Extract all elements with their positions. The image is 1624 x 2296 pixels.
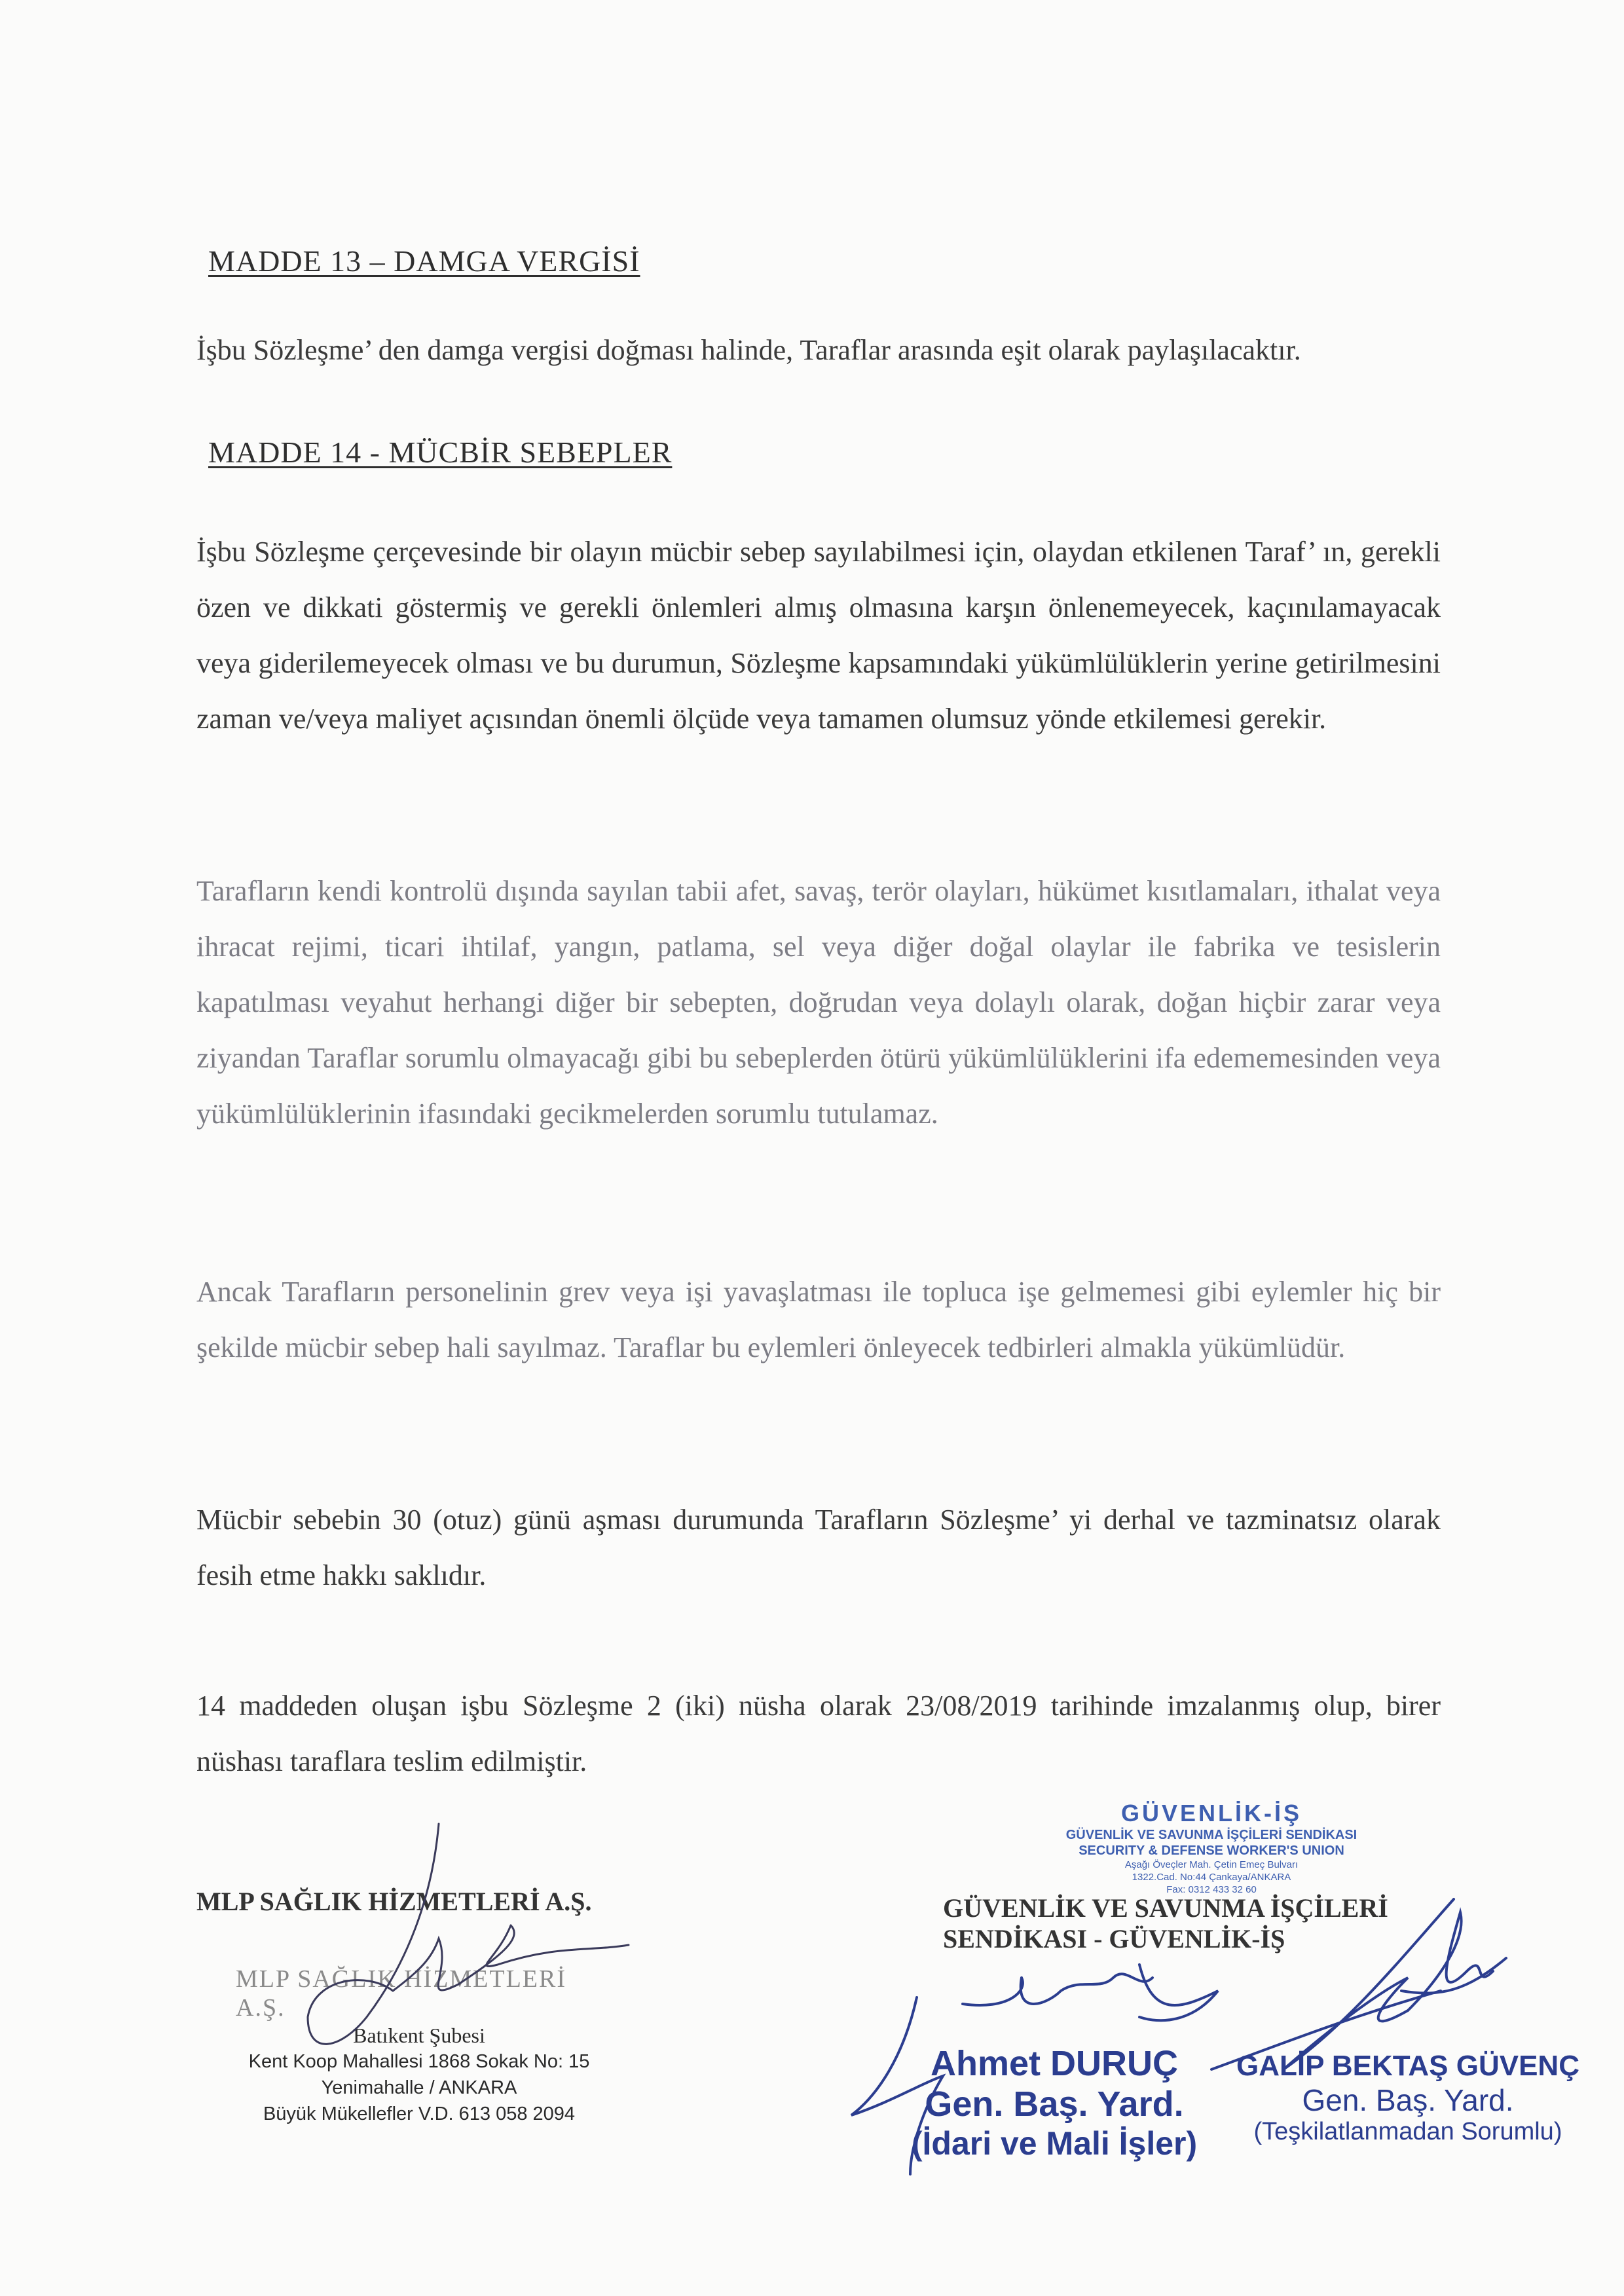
left-signer-name: Ahmet DURUÇ xyxy=(931,2044,1178,2083)
mlp-stamp-address1: Kent Koop Mahallesi 1868 Sokak No: 15 xyxy=(248,2051,590,2072)
mlp-stamp-tax: Büyük Mükellefler V.D. 613 058 2094 xyxy=(263,2103,576,2124)
mlp-stamp-branch: Batıkent Şubesi xyxy=(353,2024,485,2047)
termination-paragraph: Mücbir sebebin 30 (otuz) günü aşması durumunda Tarafların Sözleşme’ yi derhal ve tazminatsız olarak fesih etme hakkı saklıdır. xyxy=(196,1504,1441,1591)
union-stamp-line5: Fax: 0312 433 32 60 xyxy=(1166,1884,1257,1895)
mlp-stamp-address2: Yenimahalle / ANKARA xyxy=(321,2077,517,2098)
force-majeure-paragraph: Tarafların kendi kontrolü dışında sayılan tabii afet, savaş, terör olayları, hükümet kısıtlamaları, ithalat veya ihracat rejimi, ticari ihtilaf, yangın, patlama, sel veya diğer doğal olaylar ile fabrika ve tesislerin kapatılması veyahut herhangi diğer bir sebepten, doğrudan veya dolaylı olarak, doğan hiçbir zarar veya ziyandan Taraflar sorumlu olmayacağı gibi bu sebeplerden ötürü yükümlülüklerini ifa edememesinden veya yükümlülüklerinin ifasındaki gecikmelerden sorumlu tutulamaz. xyxy=(196,875,1441,1130)
section-14-heading: MADDE 14 - MÜCBİR SEBEPLER xyxy=(208,435,673,469)
right-signer-name: GALİP BEKTAŞ GÜVENÇ xyxy=(1236,2050,1579,2082)
section-14-paragraph: İşbu Sözleşme çerçevesinde bir olayın mücbir sebep sayılabilmesi için, olaydan etkilenen Taraf’ ın, gerekli özen ve dikkati göstermiş ve gerekli önlemleri almış olmasına karşın önlenemeyecek, kaçınılamayacak veya giderilemeyecek olması ve bu durumun, Sözleşme kapsamındaki yükümlülüklerin yerine getirilmesini zaman ve/veya maliyet açısından önemli ölçüde veya tamamen olumsuz yönde etkilemesi gerekir. xyxy=(196,536,1441,735)
section-13-paragraph: İşbu Sözleşme’ den damga vergisi doğması halinde, Taraflar arasında eşit olarak paylaşılacaktır. xyxy=(196,334,1301,366)
union-stamp-title: GÜVENLİK-İŞ xyxy=(1120,1800,1302,1826)
right-signer-title: Gen. Baş. Yard. xyxy=(1302,2083,1514,2117)
left-signer-title: Gen. Baş. Yard. xyxy=(925,2084,1184,2124)
strike-paragraph: Ancak Tarafların personelinin grev veya işi yavaşlatması ile topluca işe gelmemesi gibi eylemler hiç bir şekilde mücbir sebep hali sayılmaz. Taraflar bu eylemleri önleyecek tedbirleri almakla yükümlüdür. xyxy=(196,1276,1441,1363)
right-signer-role: (Teşkilatlanmadan Sorumlu) xyxy=(1253,2118,1562,2145)
mlp-stamp-title: MLP SAĞLIK HİZMETLERİ A.Ş. xyxy=(236,1965,566,2022)
union-left-signature xyxy=(851,1965,1218,2174)
party-right-name-line2: SENDİKASI - GÜVENLİK-İŞ xyxy=(943,1924,1285,1953)
mlp-signature xyxy=(308,1824,629,2044)
left-signer-role: (İdari ve Mali İşler) xyxy=(911,2125,1198,2162)
party-right-name-line1: GÜVENLİK VE SAVUNMA İŞÇİLERİ xyxy=(943,1893,1388,1923)
union-stamp-line3: Aşağı Öveçler Mah. Çetin Emeç Bulvarı xyxy=(1124,1859,1299,1870)
union-stamp-line2: SECURITY & DEFENSE WORKER'S UNION xyxy=(1079,1843,1344,1858)
union-stamp-line1: GÜVENLİK VE SAVUNMA İŞÇİLERİ SENDİKASI xyxy=(1065,1828,1357,1842)
party-left-name: MLP SAĞLIK HİZMETLERİ A.Ş. xyxy=(196,1887,592,1916)
union-right-signature xyxy=(1211,1899,1506,2069)
signing-date-paragraph: 14 maddeden oluşan işbu Sözleşme 2 (iki) nüsha olarak 23/08/2019 tarihinde imzalanmış olup, birer nüshası taraflara teslim edilmiştir. xyxy=(196,1690,1441,1777)
union-stamp-line4: 1322.Cad. No:44 Çankaya/ANKARA xyxy=(1132,1872,1291,1883)
section-13-heading: MADDE 13 – DAMGA VERGİSİ xyxy=(208,244,640,278)
